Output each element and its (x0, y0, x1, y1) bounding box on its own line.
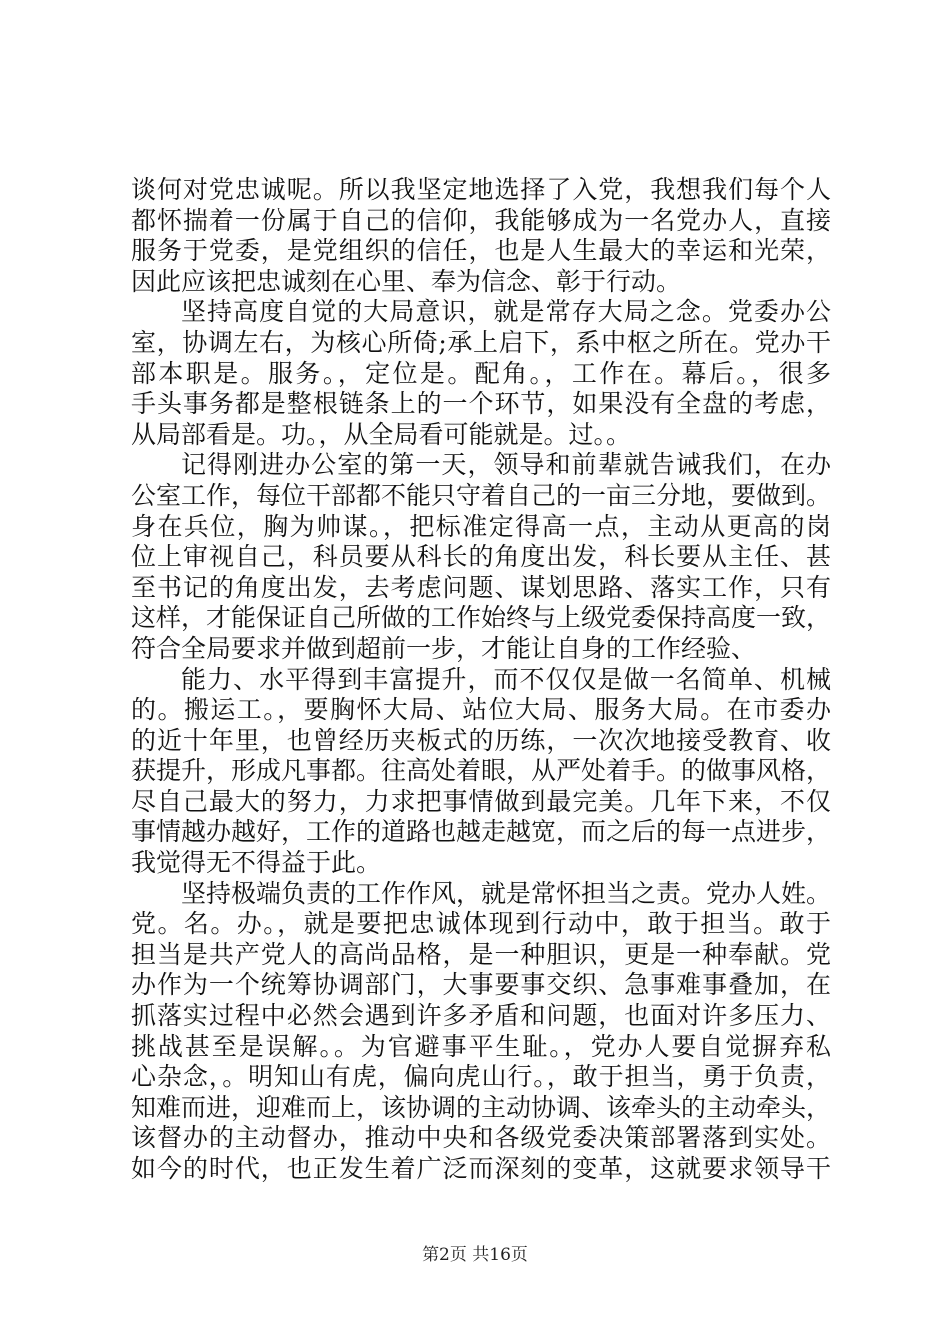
text-line: 公室工作，每位干部都不能只守着自己的一亩三分地，要做到。 (131, 480, 832, 510)
text-line: 部本职是。服务。，定位是。配角。，工作在。幕后。，很多 (131, 358, 831, 388)
text-line: 党。名。办。，就是要把忠诚体现到行动中，敢于担当。敢于 (131, 909, 831, 939)
text-line: 挑战甚至是误解。。为官避事平生耻。，党办人要自觉摒弃私 (131, 1031, 831, 1061)
text-line: 的近十年里，也曾经历夹板式的历练，一次次地接受教育、收 (131, 725, 831, 755)
text-line: 知难而进，迎难而上，该协调的主动协调、该牵头的主动牵头， (131, 1092, 832, 1122)
text-line: 担当是共产党人的高尚品格，是一种胆识，更是一种奉献。党 (131, 939, 831, 969)
text-line: 身在兵位，胸为帅谋。，把标准定得高一点，主动从更高的岗 (131, 511, 831, 541)
text-line: 至书记的角度出发，去考虑问题、谋划思路、落实工作，只有 (131, 572, 831, 602)
text-line: 符合全局要求并做到超前一步，才能让自身的工作经验、 (131, 633, 757, 663)
text-line: 事情越办越好，工作的道路也越走越宽，而之后的每一点进步， (131, 817, 832, 847)
text-line: 坚持极端负责的工作作风，就是常怀担当之责。党办人姓。 (181, 878, 832, 908)
document-body (131, 175, 831, 1185)
text-line: 坚持高度自觉的大局意识，就是常存大局之念。党委办公 (181, 297, 831, 327)
page-footer: 第2页 共16页 (422, 1245, 528, 1265)
text-line: 我觉得无不得益于此。 (131, 848, 382, 878)
text-line: 手头事务都是整根链条上的一个环节，如果没有全盘的考虑， (131, 389, 831, 419)
text-line: 获提升，形成凡事都。往高处着眼，从严处着手。的做事风格， (131, 756, 832, 786)
text-line: 谈何对党忠诚呢。所以我坚定地选择了入党，我想我们每个人 (131, 175, 831, 204)
text-line: 心杂念，。明知山有虎，偏向虎山行。，敢于担当，勇于负责， (131, 1062, 831, 1092)
text-line: 如今的时代，也正发生着广泛而深刻的变革，这就要求领导干 (131, 1154, 831, 1183)
text-line: 这样，才能保证自己所做的工作始终与上级党委保持高度一致， (131, 603, 832, 633)
text-line: 因此应该把忠诚刻在心里、奉为信念、彰于行动。 (131, 266, 682, 296)
text-line: 服务于党委，是党组织的信任，也是人生最大的幸运和光荣， (131, 236, 831, 266)
text-line: 抓落实过程中必然会遇到许多矛盾和问题，也面对许多压力、 (131, 1001, 831, 1031)
text-line: 记得刚进办公室的第一天，领导和前辈就告诫我们，在办 (181, 450, 831, 480)
text-line: 尽自己最大的努力，力求把事情做到最完美。几年下来，不仅 (131, 786, 831, 816)
text-line: 都怀揣着一份属于自己的信仰，我能够成为一名党办人，直接 (131, 205, 831, 235)
text-line: 该督办的主动督办，推动中央和各级党委决策部署落到实处。 (131, 1123, 831, 1153)
text-line: 位上审视自己，科员要从科长的角度出发，科长要从主任、甚 (131, 542, 831, 572)
text-line: 室，协调左右，为核心所倚;承上启下，系中枢之所在。党办干 (131, 327, 831, 357)
text-line: 的。搬运工。，要胸怀大局、站位大局、服务大局。在市委办 (131, 695, 831, 725)
text-line: 从局部看是。功。，从全局看可能就是。过。。 (131, 419, 632, 449)
text-line: 能力、水平得到丰富提升，而不仅仅是做一名简单、机械 (181, 664, 831, 694)
text-line: 办作为一个统筹协调部门，大事要事交织、急事难事叠加，在 (131, 970, 831, 1000)
